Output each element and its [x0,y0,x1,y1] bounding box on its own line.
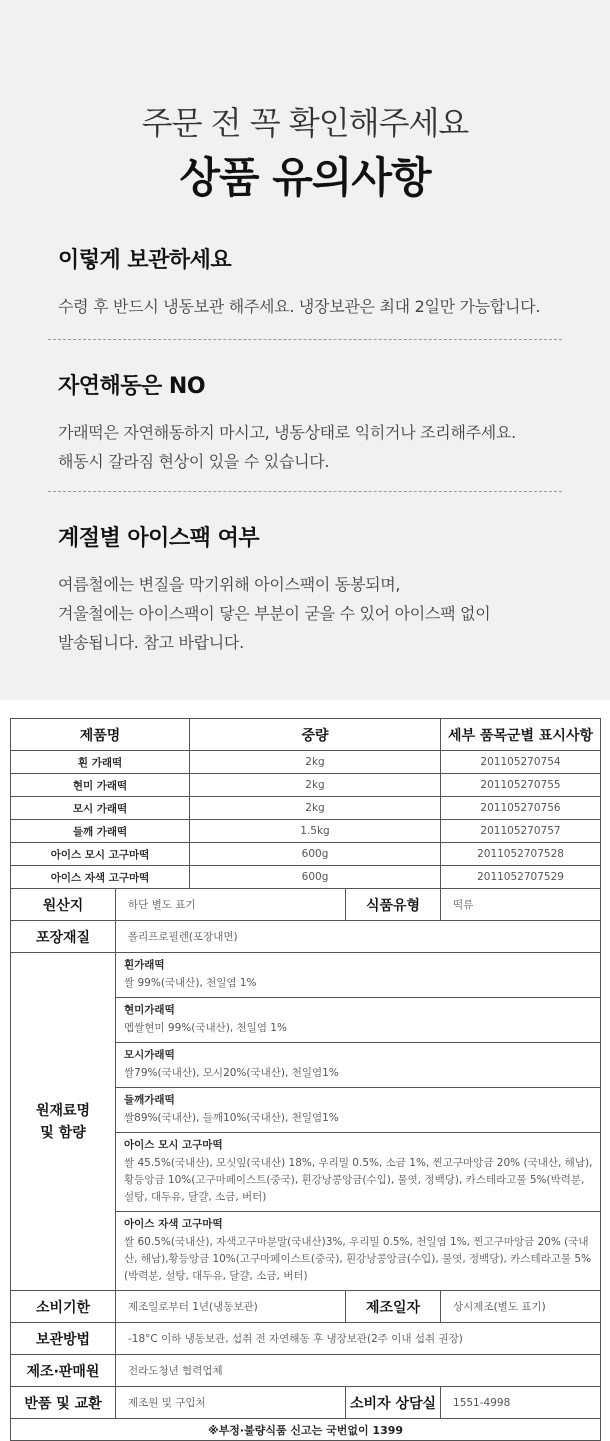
maker-label: 제조·판매원 [11,1355,116,1387]
product-info-table [10,718,601,1441]
report-notice: ※부정·불량식품 신고는 국번없이 1399 [11,1419,601,1441]
product-weight: 2kg [190,751,441,774]
maker-value: 전라도청년 협력업체 [116,1355,601,1387]
product-code: 201105270754 [441,751,601,774]
expiry-row [11,1291,601,1323]
ingredient-name: 아이스 모시 고구마떡 [124,1139,223,1151]
expiry-label: 소비기한 [11,1291,116,1323]
food-type-value: 떡류 [441,889,601,921]
maker-row [11,1355,601,1387]
ingredient-item [116,1212,600,1290]
product-code: 201105270755 [441,774,601,797]
section-title: 자연해동은 NO [58,374,206,399]
product-code: 201105270757 [441,820,601,843]
food-type-label: 식품유형 [346,889,441,921]
ingredient-text: 쌀 45.5%(국내산), 모싯잎(국내산) 18%, 우리밀 0.5%, 소금 1%, 찐고구마앙금 20% (국내산, 해남), 황등앙금 10%(고구마페이스트(중국), 흰강낭콩앙금(수입), 물엿, 정백당), 카스테라고물 5%(박력분, 설탕, 대두유, 달걀, 소금, 버터) [124,1157,593,1203]
ingredient-name: 흰가래떡 [124,959,165,971]
section-line: 겨울철에는 아이스팩이 닿은 부분이 굳을 수 있어 아이스팩 없이 [58,604,491,623]
notice-section [0,0,610,700]
header-weight: 중량 [190,719,441,751]
header-product-name: 제품명 [11,719,190,751]
product-weight: 2kg [190,774,441,797]
table-row [11,820,601,843]
ingredient-name: 현미가래떡 [124,1004,175,1016]
product-code: 201105270756 [441,797,601,820]
returns-row [11,1387,601,1419]
section-body [58,418,558,476]
product-name: 흰 가래떡 [11,751,190,774]
ingredients-label-line: 및 함량 [40,1124,86,1141]
product-weight: 600g [190,843,441,866]
header-detail-labeling: 세부 품목군별 표시사항 [441,719,601,751]
section-body [58,570,558,657]
ingredient-text: 쌀 99%(국내산), 천일염 1% [124,977,257,989]
dashed-divider [48,491,562,492]
origin-value: 하단 별도 표기 [116,889,346,921]
section-line: 가래떡은 자연해동하지 마시고, 냉동상태로 익히거나 조리해주세요. [58,423,516,442]
ingredient-text: 쌀 60.5%(국내산), 자색고구마분말(국내산)3%, 우리밀 0.5%, 천일염 1%, 찐고구마앙금 20% (국내산, 해남),황등앙금 10%(고구마페이스트(중국), 흰강낭콩앙금(수입), 물엿, 정백당), 카스테라고물 5%(박력분, 설탕, 대두유, 달걀, 소금, 버터) [124,1236,592,1282]
origin-label: 원산지 [11,889,116,921]
notice-pre-title: 주문 전 꼭 확인해주세요 [141,104,469,142]
ingredient-item [116,1088,600,1133]
product-weight: 2kg [190,797,441,820]
product-name: 현미 가래떡 [11,774,190,797]
returns-value: 제조원 및 구입처 [116,1387,346,1419]
table-row [11,866,601,889]
ingredient-name: 아이스 자색 고구마떡 [124,1218,223,1230]
expiry-value: 제조일로부터 1년(냉동보관) [116,1291,346,1323]
ingredient-item [116,998,600,1043]
storage-value: -18°C 이하 냉동보관, 섭취 전 자연해동 후 냉장보관(2주 이내 섭취 권장) [116,1323,601,1355]
notice-storage-section [58,243,558,321]
storage-label: 보관방법 [11,1323,116,1355]
ingredient-text: 쌀89%(국내산), 들깨10%(국내산), 천일염1% [124,1112,339,1124]
ingredient-item [116,953,600,998]
ingredient-name: 들깨가래떡 [124,1094,175,1106]
product-name: 아이스 모시 고구마떡 [11,843,190,866]
section-body [58,292,558,321]
ingredients-row [11,953,601,1291]
table-row [11,774,601,797]
ingredient-item [116,1133,600,1212]
packaging-label: 포장재질 [11,921,116,953]
mfg-date-label: 제조일자 [346,1291,441,1323]
mfg-date-value: 상시제조(별도 표기) [441,1291,601,1323]
packaging-value: 폴리프로필렌(포장내면) [116,921,601,953]
ingredient-text: 쌀79%(국내산), 모시20%(국내산), 천일염1% [124,1067,339,1079]
storage-row [11,1323,601,1355]
product-weight: 1.5kg [190,820,441,843]
ingredient-text: 멥쌀현미 99%(국내산), 천일염 1% [124,1022,287,1034]
product-name: 모시 가래떡 [11,797,190,820]
section-line: 발송됩니다. 참고 바랍니다. [58,633,244,652]
notice-icepack-section [58,521,558,657]
customer-service-label: 소비자 상담실 [346,1387,441,1419]
ingredients-label [11,953,116,1291]
table-row [11,843,601,866]
section-line: 해동시 갈라짐 현상이 있을 수 있습니다. [58,452,330,471]
section-title: 계절별 아이스팩 여부 [58,526,260,551]
notice-thaw-section [58,369,558,476]
ingredient-item [116,1043,600,1088]
product-code: 2011052707528 [441,843,601,866]
customer-service-phone: 1551-4998 [441,1387,601,1419]
product-code: 2011052707529 [441,866,601,889]
dashed-divider [48,339,562,340]
ingredient-name: 모시가래떡 [124,1049,175,1061]
table-header-row [11,719,601,751]
ingredients-label-line: 원재료명 [35,1102,91,1119]
section-line: 여름철에는 변질을 막기위해 아이스팩이 동봉되며, [58,575,401,594]
notice-title: 상품 유의사항 [179,153,431,202]
product-weight: 600g [190,866,441,889]
section-line: 수령 후 반드시 냉동보관 해주세요. 냉장보관은 최대 2일만 가능합니다. [58,297,541,316]
report-footer-row [11,1419,601,1441]
packaging-row [11,921,601,953]
returns-label: 반품 및 교환 [11,1387,116,1419]
origin-row [11,889,601,921]
table-row [11,751,601,774]
section-title: 이렇게 보관하세요 [58,248,232,273]
product-name: 들깨 가래떡 [11,820,190,843]
ingredients-list [116,953,601,1291]
product-name: 아이스 자색 고구마떡 [11,866,190,889]
table-row [11,797,601,820]
